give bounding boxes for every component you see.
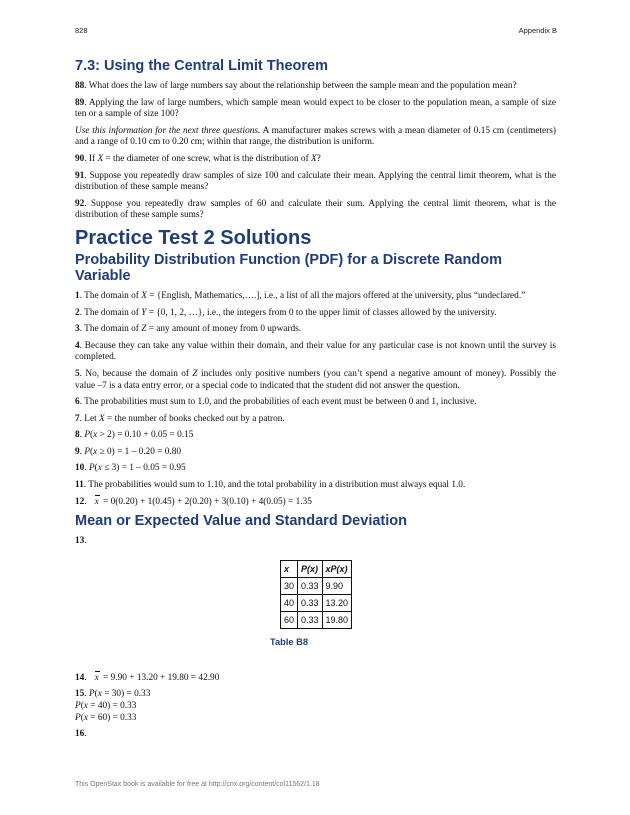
table-cell: 0.33	[297, 594, 322, 611]
probability-table	[280, 560, 352, 629]
page-content	[75, 58, 556, 746]
table-cell: 30	[280, 577, 297, 594]
answer-1: 1. The domain of X = {English, Mathematics,….], i.e., a list of all the majors offered at the university, plus “undeclared.”	[75, 290, 526, 301]
question-91: 91. Suppose you repeatedly draw samples of size 100 and calculate their mean. Applying the central limit theorem, what is the distribution of these sample means?	[75, 170, 556, 193]
answer-15: 15. P(x = 30) = 0.33	[75, 689, 151, 700]
answer-2: 2. The domain of Y = {0, 1, 2, …}, i.e., the integers from 0 to the upper limit of classes allowed by the university.	[75, 307, 497, 318]
answer-15-line-2: P(x = 40) = 0.33	[75, 701, 137, 712]
answer-6: 6. The probabilities must sum to 1.0, and the probabilities of each event must be between 0 and 1, inclusive.	[75, 397, 477, 408]
question-number: 90	[75, 153, 85, 164]
x-bar-symbol: x	[94, 672, 99, 683]
question-90: 90. If X = the diameter of one screw, what is the distribution of X?	[75, 153, 321, 164]
answer-11: 11. The probabilities would sum to 1.10, and the total probability in a distribution must always equal 1.0.	[75, 480, 466, 491]
table-header-row	[280, 560, 351, 577]
table-cell: 60	[280, 611, 297, 628]
table-cell: 13.20	[322, 594, 352, 611]
pdf-heading: Probability Distribution Function (PDF) for a Discrete Random Variable	[75, 251, 502, 284]
answer-14: 14. x = 9.90 + 13.20 + 19.80 = 42.90	[75, 672, 220, 683]
table-cell: 0.33	[297, 577, 322, 594]
question-88: 88. What does the law of large numbers say about the relationship between the sample mean and the population mean?	[75, 81, 517, 91]
running-head: Appendix B	[518, 26, 557, 35]
info-paragraph: Use this information for the next three questions. A manufacturer makes screws with a mean diameter of 0.15 cm (centimeters) and a range of 0.10 cm to 0.20 cm; within that range, the distribution is uniform.	[75, 125, 556, 148]
table-cell: 40	[280, 594, 297, 611]
question-number: 92	[75, 198, 85, 209]
table-row	[280, 577, 351, 594]
answer-13: 13.	[75, 536, 87, 547]
answer-7: 7. Let X = the number of books checked out by a patron.	[75, 413, 285, 424]
page-number: 828	[75, 26, 88, 35]
column-header: x	[280, 560, 297, 577]
mean-section-heading: Mean or Expected Value and Standard Deviation	[75, 513, 407, 530]
column-header: xP(x)	[322, 560, 352, 577]
question-number: 91	[75, 170, 85, 181]
answer-10: 10. P(x ≤ 3) = 1 – 0.05 = 0.95	[75, 463, 186, 474]
table-caption: Table B8	[270, 636, 309, 647]
answer-3: 3. The domain of Z = any amount of money from 0 upwards.	[75, 324, 302, 335]
answer-9: 9. P(x ≥ 0) = 1 – 0.20 = 0.80	[75, 446, 182, 457]
table-cell: 0.33	[297, 611, 322, 628]
table-cell: 19.80	[322, 611, 352, 628]
page-footer: This OpenStax book is available for free at http://cnx.org/content/col11562/1.18	[75, 781, 320, 788]
table-cell: 9.90	[322, 577, 352, 594]
table-row	[280, 594, 351, 611]
answer-8: 8. P(x > 2) = 0.10 + 0.05 = 0.15	[75, 430, 194, 441]
table-row	[280, 611, 351, 628]
answer-16: 16.	[75, 729, 87, 740]
question-number: 88	[75, 81, 85, 91]
table-b8	[270, 560, 362, 629]
answer-12: 12. x = 0(0.20) + 1(0.45) + 2(0.20) + 3(0.10) + 4(0.05) = 1.35	[75, 496, 312, 507]
question-92: 92. Suppose you repeatedly draw samples of 60 and calculate their sum. Applying the central limit theorem, what is the distribution of these sample sums?	[75, 198, 556, 221]
question-89: 89. Applying the law of large numbers, which sample mean would expect to be closer to the population mean, a sample of size ten or a sample of size 100?	[75, 97, 556, 120]
answer-4: 4. Because they can take any value within their domain, and their value for any particular case is not known until the survey is completed.	[75, 340, 556, 363]
column-header: P(x)	[297, 560, 322, 577]
answer-5: 5. No, because the domain of Z includes only positive numbers (you can’t spend a negative amount of money). Possibly the value –7 is a data entry error, or a special code to indicated that the student did not answer the question.	[75, 368, 556, 391]
practice-test-title: Practice Test 2 Solutions	[75, 226, 312, 249]
section-heading-7-3: 7.3: Using the Central Limit Theorem	[75, 58, 328, 74]
answer-15-line-3: P(x = 60) = 0.33	[75, 712, 137, 723]
question-number: 89	[75, 97, 85, 108]
x-bar-symbol: x	[94, 496, 99, 507]
